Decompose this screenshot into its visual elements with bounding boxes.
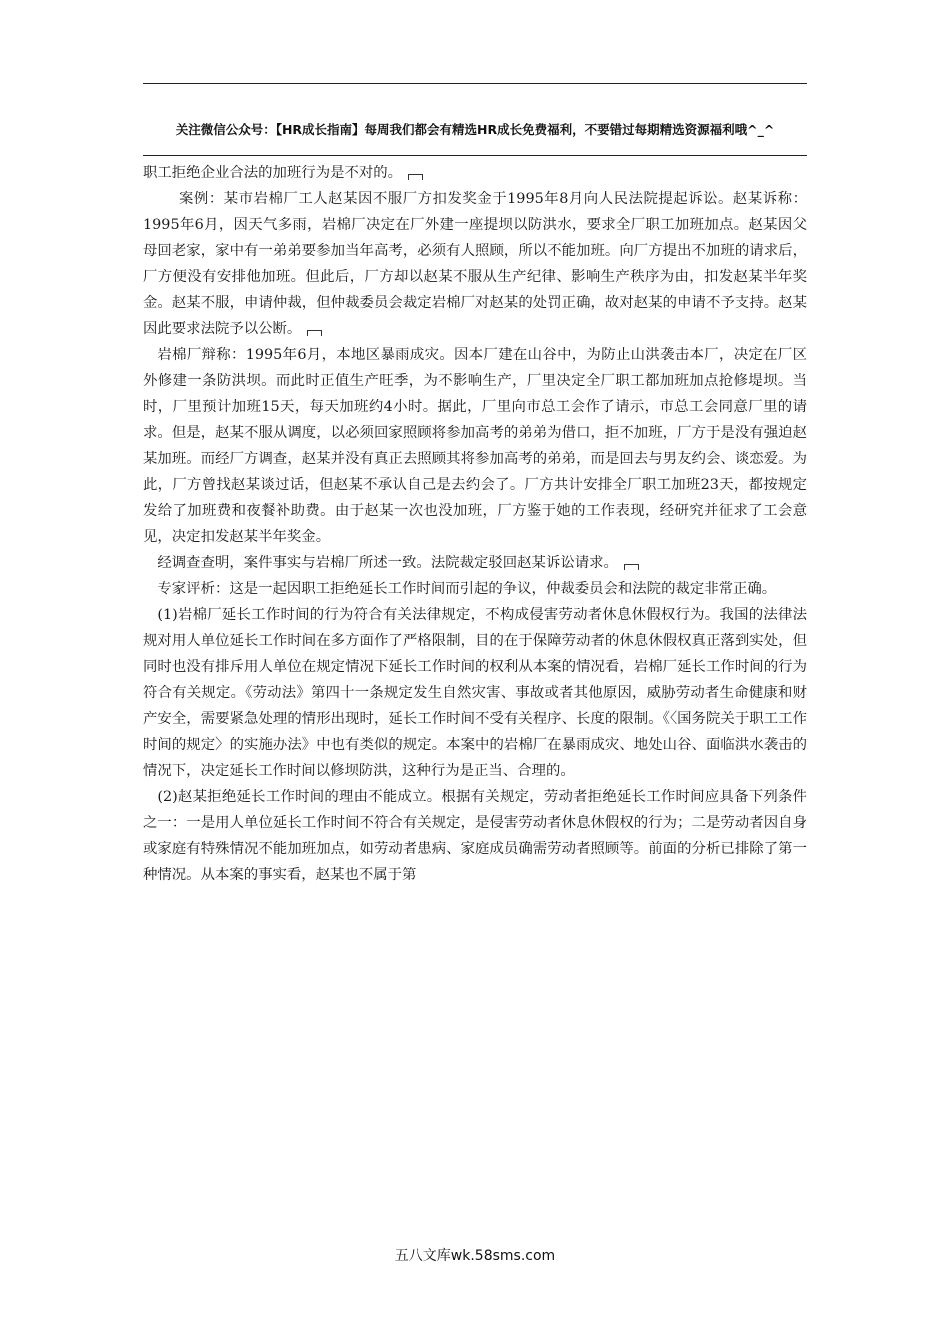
intro-text: 职工拒绝企业合法的加班行为是不对的。 — [143, 165, 403, 181]
point1-text: (1)岩棉厂延长工作时间的行为符合有关法律规定，不构成侵害劳动者休息休假权行为。我国的法律法规对用人单位延长工作时间在多方面作了严格限制，目的在于保障劳动者的休息休假权真正落到实处，但同时也没有排斥用人单位在规定情况下延长工作时间的权利从本案的情况看，岩棉厂延长工作时间的行为符合有关规定。《劳动法》第四十一条规定发生自然灾害、事故或者其他原因，威胁劳动者生命健康和财产安全，需要紧急处理的情形出现时，延长工作时间不受有关程序、长度的限制。《〈国务院关于职工工作时间的规定〉的实施办法》中也有类似的规定。本案中的岩棉厂在暴雨成灾、地处山谷、面临洪水袭击的情况下，决定延长工作时间以修坝防洪，这种行为是正当、合理的。 — [143, 607, 807, 779]
finding-text: 经调查查明，案件事实与岩棉厂所述一致。法院裁定驳回赵某诉讼请求。 — [157, 555, 618, 571]
point2-paragraph — [143, 784, 807, 888]
defense-paragraph — [143, 342, 807, 550]
expert-text: 专家评析：这是一起因职工拒绝延长工作时间而引起的争议，仲裁委员会和法院的裁定非常正确。 — [157, 581, 777, 597]
header-top-rule — [143, 83, 807, 84]
paragraph-mark-icon — [307, 330, 322, 336]
point1-paragraph — [143, 602, 807, 784]
header-bottom-rule — [143, 155, 807, 156]
intro-paragraph — [143, 160, 807, 186]
header-notice: 关注微信公众号：【HR成长指南】每周我们都会有精选HR成长免费福利，不要错过每期精选资源福利哦^_^ — [175, 122, 775, 137]
point2-text: (2)赵某拒绝延长工作时间的理由不能成立。根据有关规定，劳动者拒绝延长工作时间应具备下列条件之一：一是用人单位延长工作时间不符合有关规定，是侵害劳动者休息休假权的行为；二是劳动者因自身或家庭有特殊情况不能加班加点，如劳动者患病、家庭成员确需劳动者照顾等。前面的分析已排除了第一种情况。从本案的事实看，赵某也不属于第 — [143, 789, 807, 883]
footer-site: 五八文库wk.58sms.com — [394, 1248, 556, 1264]
paragraph-mark-icon — [624, 564, 639, 570]
case-paragraph — [143, 186, 807, 342]
finding-paragraph — [143, 550, 807, 576]
paragraph-mark-icon — [408, 174, 423, 180]
document-body — [143, 160, 807, 888]
case-text: 案例：某市岩棉厂工人赵某因不服厂方扣发奖金于1995年8月向人民法院提起诉讼。赵某诉称：1995年6月，因天气多雨，岩棉厂决定在厂外建一座提坝以防洪水，要求全厂职工加班加点。赵某因父母回老家，家中有一弟弟要参加当年高考，必须有人照顾，所以不能加班。向厂方提出不加班的请求后，厂方便没有安排他加班。但此后，厂方却以赵某不服从生产纪律、影响生产秩序为由，扣发赵某半年奖金。赵某不服，申请仲裁，但仲裁委员会裁定岩棉厂对赵某的处罚正确，故对赵某的申请不予支持。赵某因此要求法院予以公断。 — [143, 191, 807, 337]
expert-paragraph — [143, 576, 807, 602]
defense-text: 岩棉厂辩称：1995年6月，本地区暴雨成灾。因本厂建在山谷中，为防止山洪袭击本厂，决定在厂区外修建一条防洪坝。而此时正值生产旺季，为不影响生产，厂里决定全厂职工都加班加点抢修堤坝。当时，厂里预计加班15天，每天加班约4小时。据此，厂里向市总工会作了请示，市总工会同意厂里的请求。但是，赵某不服从调度，以必须回家照顾将参加高考的弟弟为借口，拒不加班，厂方于是没有强迫赵某加班。而经厂方调查，赵某并没有真正去照顾其将参加高考的弟弟，而是回去与男友约会、谈恋爱。为此，厂方曾找赵某谈过话，但赵某不承认自己是去约会了。厂方共计安排全厂职工加班23天，都按规定发给了加班费和夜餐补助费。由于赵某一次也没加班，厂方鉴于她的工作表现，经研究并征求了工会意见，决定扣发赵某半年奖金。 — [143, 347, 807, 545]
